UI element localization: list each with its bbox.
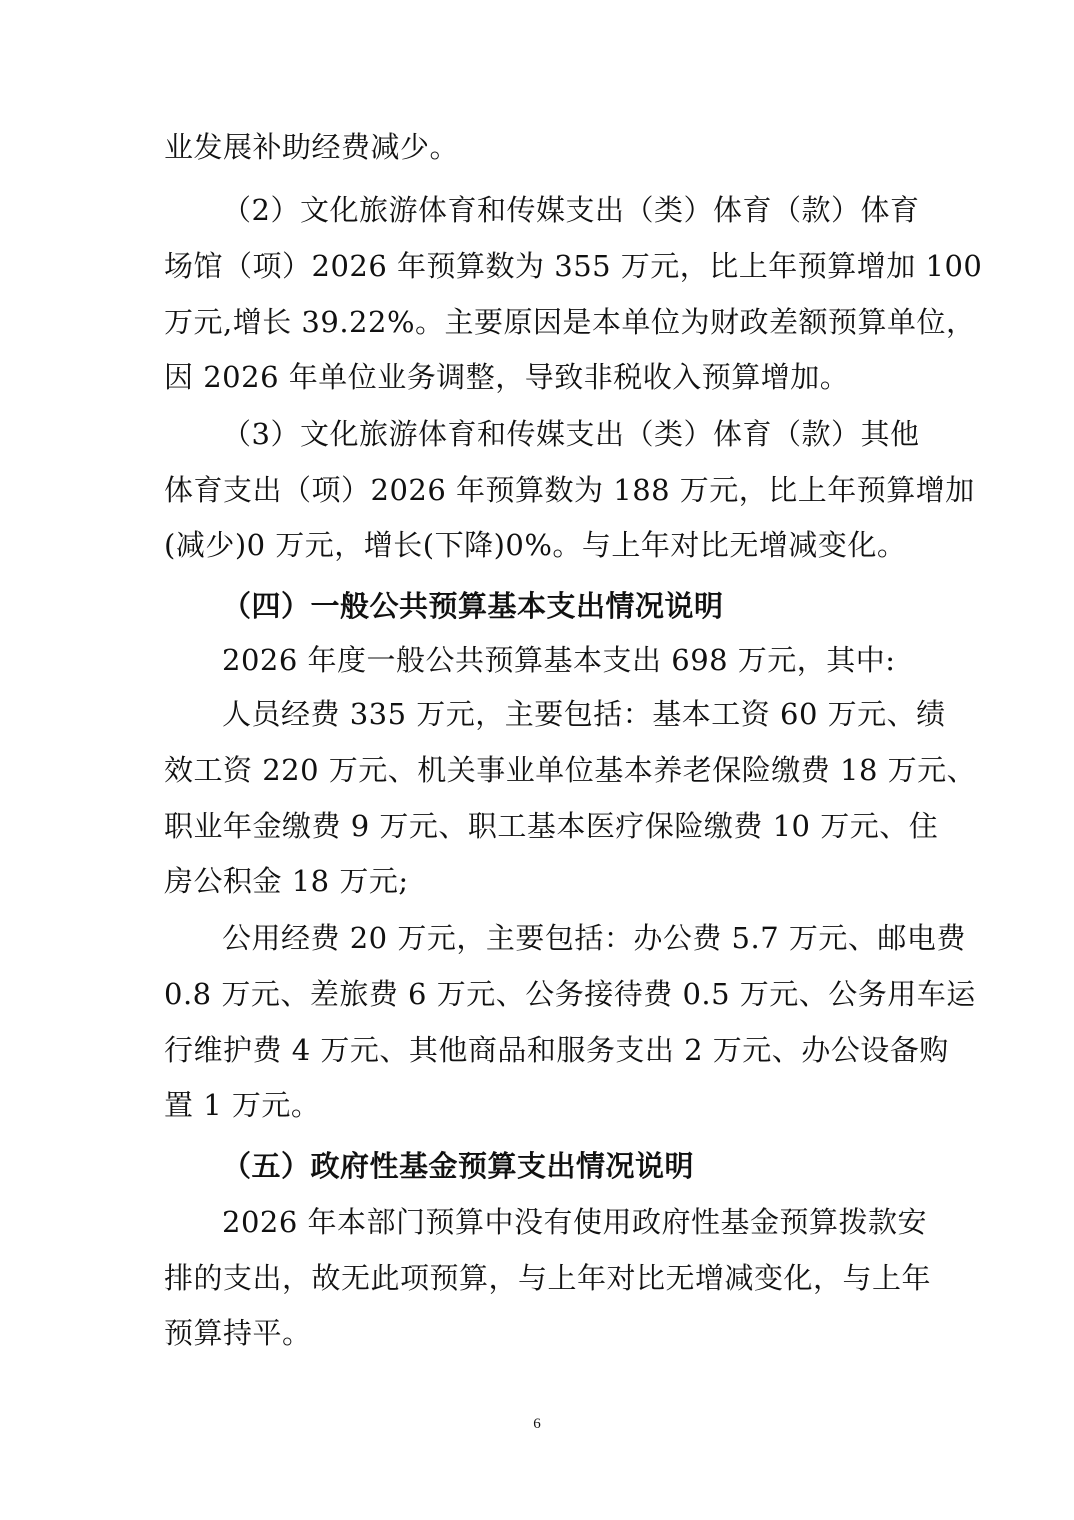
paragraph-line: 场馆（项）2026 年预算数为 355 万元，比上年预算增加 100 <box>164 249 983 283</box>
paragraph-line: 2026 年度一般公共预算基本支出 698 万元，其中: <box>222 643 896 677</box>
paragraph-line: 排的支出，故无此项预算，与上年对比无增减变化，与上年 <box>164 1261 932 1295</box>
page-number: 6 <box>533 1416 541 1432</box>
paragraph-line: 效工资 220 万元、机关事业单位基本养老保险缴费 18 万元、 <box>164 753 977 787</box>
paragraph-line: (减少)0 万元，增长(下降)0%。与上年对比无增减变化。 <box>164 528 907 562</box>
paragraph-line: 2026 年本部门预算中没有使用政府性基金预算拨款安 <box>222 1205 928 1239</box>
paragraph-line: 职业年金缴费 9 万元、职工基本医疗保险缴费 10 万元、住 <box>164 809 939 843</box>
paragraph-line: 业发展补助经费减少。 <box>164 130 460 164</box>
paragraph-line: 因 2026 年单位业务调整，导致非税收入预算增加。 <box>164 360 850 394</box>
paragraph-line: （2）文化旅游体育和传媒支出（类）体育（款）体育 <box>222 193 920 227</box>
section-heading: （四）一般公共预算基本支出情况说明 <box>222 589 724 623</box>
paragraph-line: 0.8 万元、差旅费 6 万元、公务接待费 0.5 万元、公务用车运 <box>164 977 976 1011</box>
paragraph-line: （3）文化旅游体育和传媒支出（类）体育（款）其他 <box>222 417 920 451</box>
paragraph-line: 置 1 万元。 <box>164 1088 321 1122</box>
section-heading: （五）政府性基金预算支出情况说明 <box>222 1149 695 1183</box>
paragraph-line: 公用经费 20 万元，主要包括：办公费 5.7 万元、邮电费 <box>222 921 966 955</box>
paragraph-line: 房公积金 18 万元; <box>164 864 409 898</box>
paragraph-line: 万元,增长 39.22%。主要原因是本单位为财政差额预算单位， <box>164 305 976 339</box>
paragraph-line: 预算持平。 <box>164 1316 312 1350</box>
paragraph-line: 行维护费 4 万元、其他商品和服务支出 2 万元、办公设备购 <box>164 1033 949 1067</box>
paragraph-line: 人员经费 335 万元，主要包括：基本工资 60 万元、绩 <box>222 697 946 731</box>
paragraph-line: 体育支出（项）2026 年预算数为 188 万元，比上年预算增加 <box>164 473 975 507</box>
